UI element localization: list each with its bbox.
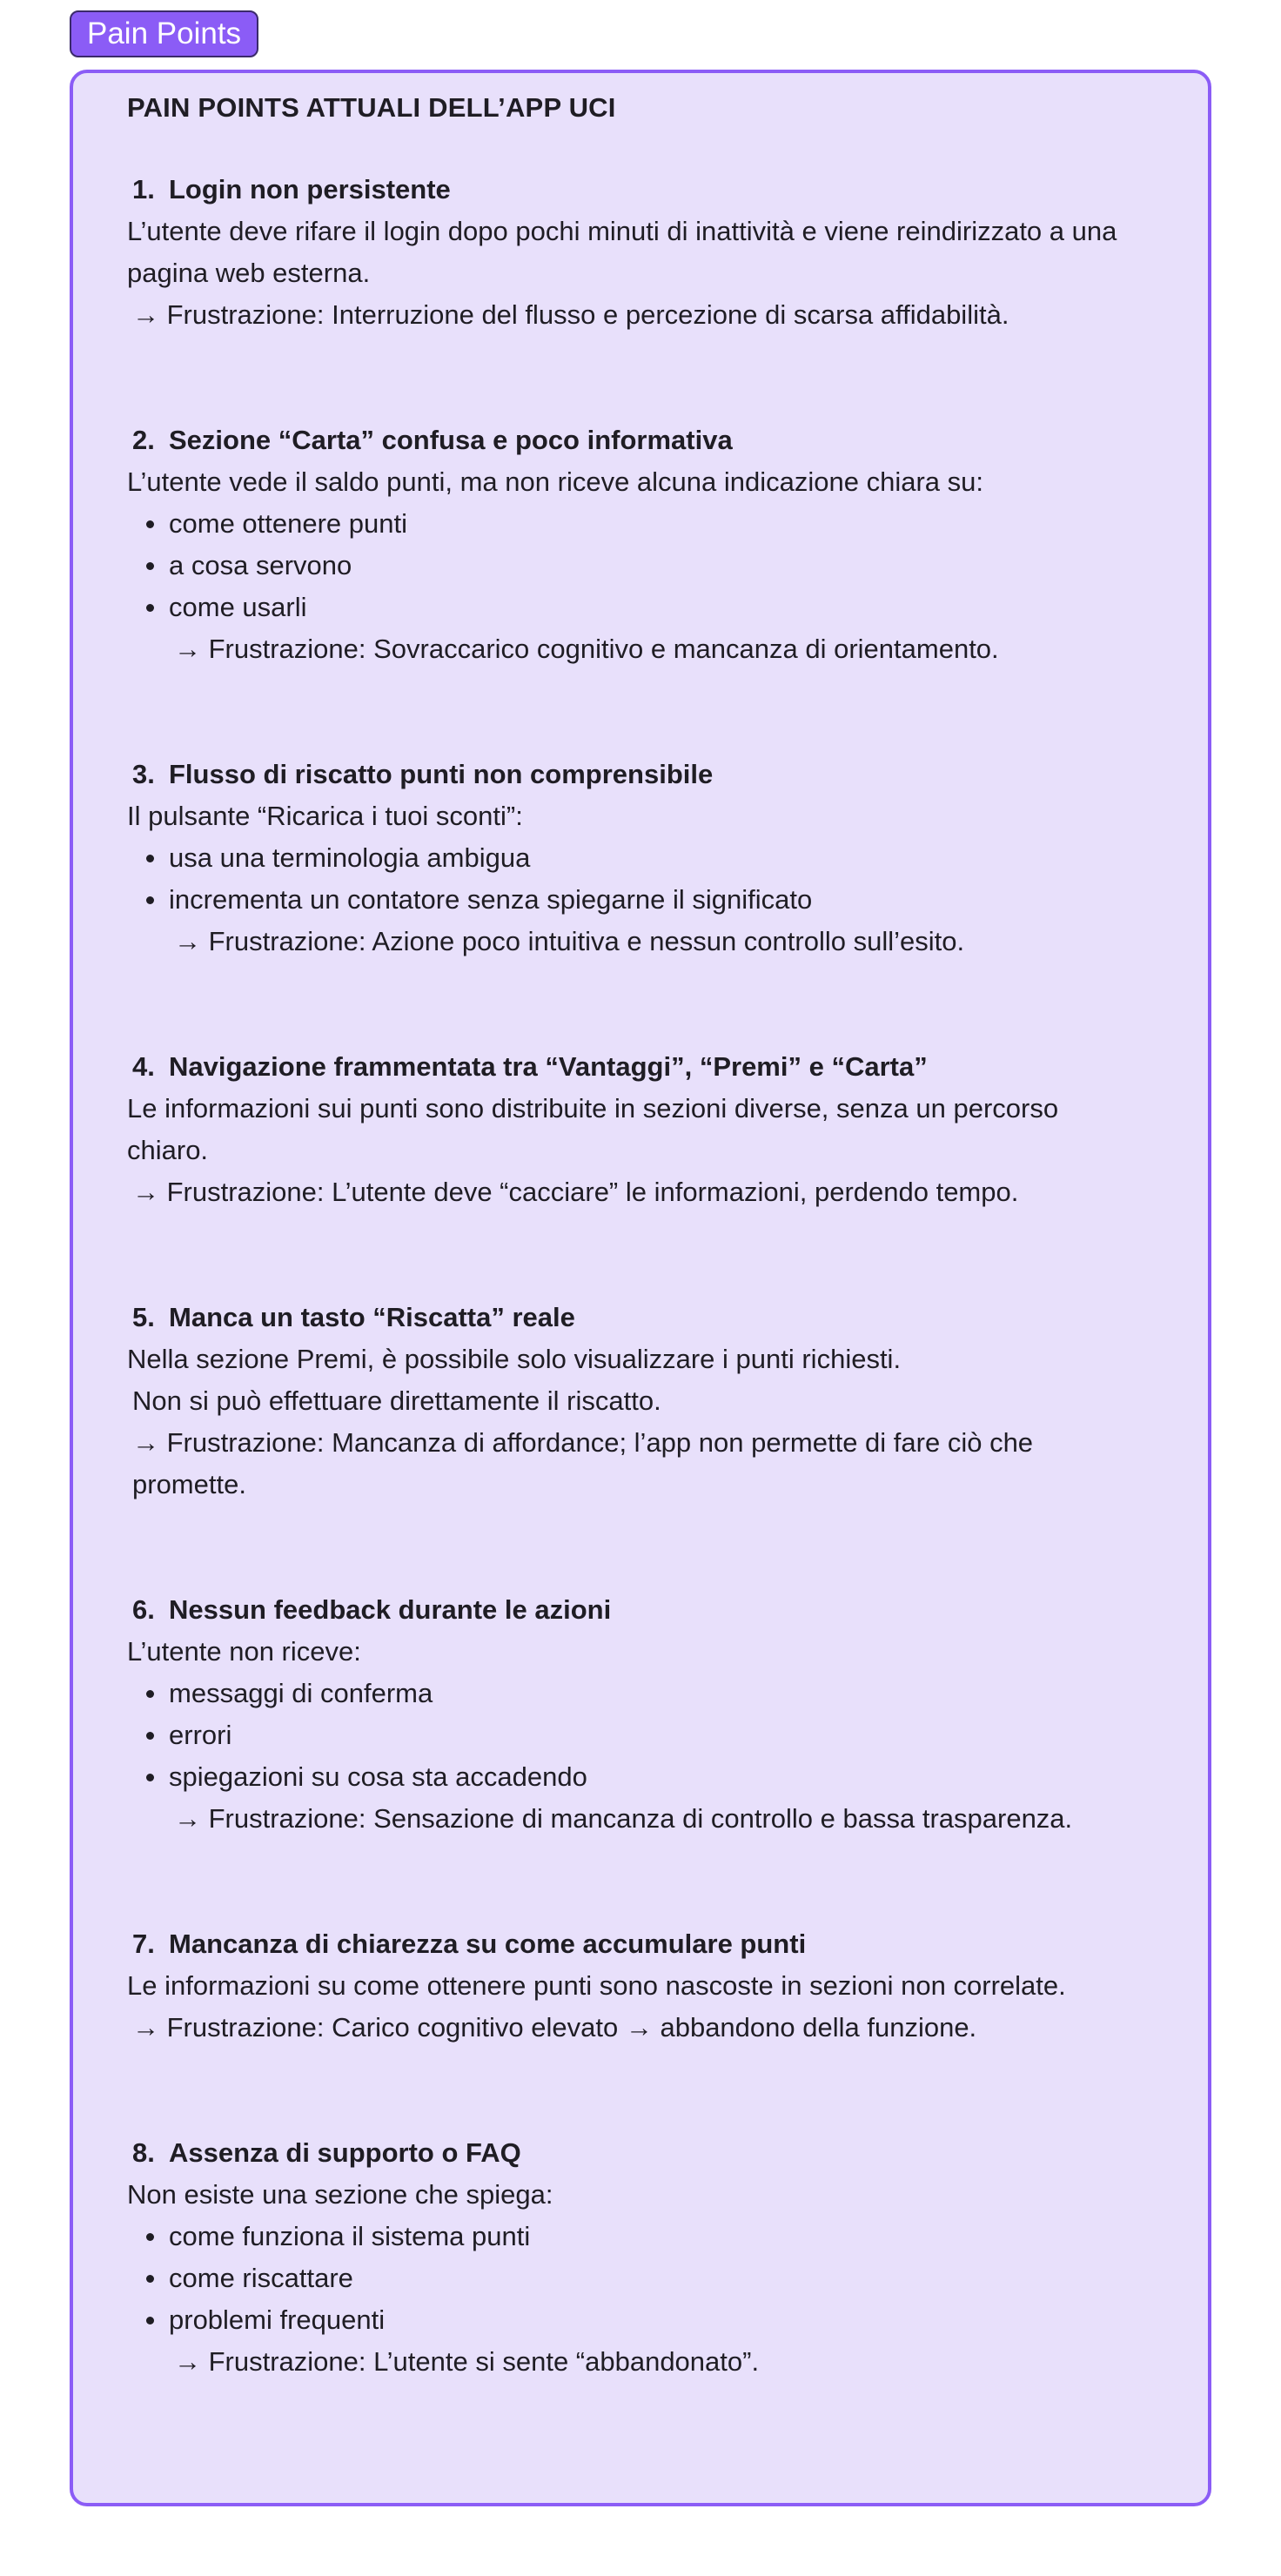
- section-number: 5.: [132, 1302, 155, 1332]
- card-title: PAIN POINTS ATTUALI DELL’APP UCI: [127, 92, 616, 123]
- frame-label[interactable]: Pain Points: [70, 10, 258, 57]
- section-body: L’utente non riceve:: [127, 1636, 361, 1667]
- list-item: come usarli: [127, 587, 1138, 628]
- bullet-list: [127, 837, 1138, 921]
- section-heading: [127, 754, 1138, 795]
- list-item: come ottenere punti: [127, 503, 1138, 545]
- pain-point-section: [127, 1297, 1138, 1506]
- pain-point-section: [127, 754, 1138, 963]
- section-heading: [127, 1923, 1138, 1965]
- bullet-list: [127, 503, 1138, 628]
- section-number: 4.: [132, 1051, 155, 1082]
- section-body: L’utente deve rifare il login dopo pochi minuti di inattività e viene reindirizzato a una pagina web esterna.: [127, 216, 1117, 288]
- bullet-list: [127, 1673, 1138, 1798]
- frustration-text: → Frustrazione: Mancanza di affordance; l’app non permette di fare ciò che promette.: [132, 1427, 1034, 1499]
- list-item: incrementa un contatore senza spiegarne il significato: [127, 879, 1138, 921]
- section-body: L’utente vede il saldo punti, ma non riceve alcuna indicazione chiara su:: [127, 466, 984, 497]
- section-number: 1.: [132, 174, 155, 205]
- pain-point-section: [127, 169, 1138, 336]
- frustration-text: → Frustrazione: Sovraccarico cognitivo e mancanza di orientamento.: [174, 634, 999, 664]
- pain-point-section: [127, 1046, 1138, 1213]
- frustration-text: → Frustrazione: Azione poco intuitiva e nessun controllo sull’esito.: [174, 926, 965, 956]
- section-body: Le informazioni su come ottenere punti sono nascoste in sezioni non correlate.: [127, 1970, 1066, 2001]
- section-number: 3.: [132, 759, 155, 789]
- list-item: errori: [127, 1714, 1138, 1756]
- section-title: Login non persistente: [169, 174, 451, 205]
- section-body: Nella sezione Premi, è possibile solo visualizzare i punti richiesti.: [127, 1344, 902, 1374]
- section-heading: [127, 419, 1138, 461]
- list-item: a cosa servono: [127, 545, 1138, 587]
- section-title: Sezione “Carta” confusa e poco informativa: [169, 425, 733, 455]
- pain-points-card: [70, 70, 1211, 2506]
- section-body: Non si può effettuare direttamente il riscatto.: [132, 1385, 661, 1416]
- bullet-list: [127, 2216, 1138, 2341]
- section-body: Il pulsante “Ricarica i tuoi sconti”:: [127, 801, 523, 831]
- section-number: 6.: [132, 1594, 155, 1625]
- section-title: Flusso di riscatto punti non comprensibile: [169, 759, 714, 789]
- section-number: 8.: [132, 2137, 155, 2168]
- list-item: messaggi di conferma: [127, 1673, 1138, 1714]
- pain-point-section: [127, 2132, 1138, 2383]
- frustration-text: → Frustrazione: Interruzione del flusso e percezione di scarsa affidabilità.: [132, 299, 1009, 330]
- section-body: Non esiste una sezione che spiega:: [127, 2179, 553, 2210]
- section-title: Mancanza di chiarezza su come accumulare punti: [169, 1929, 807, 1959]
- frustration-text: → Frustrazione: Carico cognitivo elevato → abbandono della funzione.: [132, 2012, 977, 2043]
- section-heading: [127, 1589, 1138, 1631]
- list-item: come riscattare: [127, 2257, 1138, 2299]
- pain-point-section: [127, 1923, 1138, 2049]
- section-number: 7.: [132, 1929, 155, 1959]
- section-heading: [127, 1046, 1138, 1088]
- section-body: Le informazioni sui punti sono distribuite in sezioni diverse, senza un percorso chiaro.: [127, 1093, 1059, 1165]
- section-heading: [127, 169, 1138, 211]
- list-item: usa una terminologia ambigua: [127, 837, 1138, 879]
- section-title: Nessun feedback durante le azioni: [169, 1594, 612, 1625]
- pain-point-section: [127, 1589, 1138, 1840]
- section-heading: [127, 1297, 1138, 1338]
- section-title: Assenza di supporto o FAQ: [169, 2137, 521, 2168]
- section-title: Navigazione frammentata tra “Vantaggi”, “Premi” e “Carta”: [169, 1051, 928, 1082]
- frustration-text: → Frustrazione: L’utente si sente “abbandonato”.: [174, 2346, 760, 2377]
- section-title: Manca un tasto “Riscatta” reale: [169, 1302, 575, 1332]
- section-heading: [127, 2132, 1138, 2174]
- list-item: problemi frequenti: [127, 2299, 1138, 2341]
- frustration-text: → Frustrazione: L’utente deve “cacciare” le informazioni, perdendo tempo.: [132, 1177, 1019, 1207]
- frustration-text: → Frustrazione: Sensazione di mancanza di controllo e bassa trasparenza.: [174, 1803, 1073, 1834]
- pain-point-section: [127, 419, 1138, 670]
- list-item: spiegazioni su cosa sta accadendo: [127, 1756, 1138, 1798]
- section-number: 2.: [132, 425, 155, 455]
- list-item: come funziona il sistema punti: [127, 2216, 1138, 2257]
